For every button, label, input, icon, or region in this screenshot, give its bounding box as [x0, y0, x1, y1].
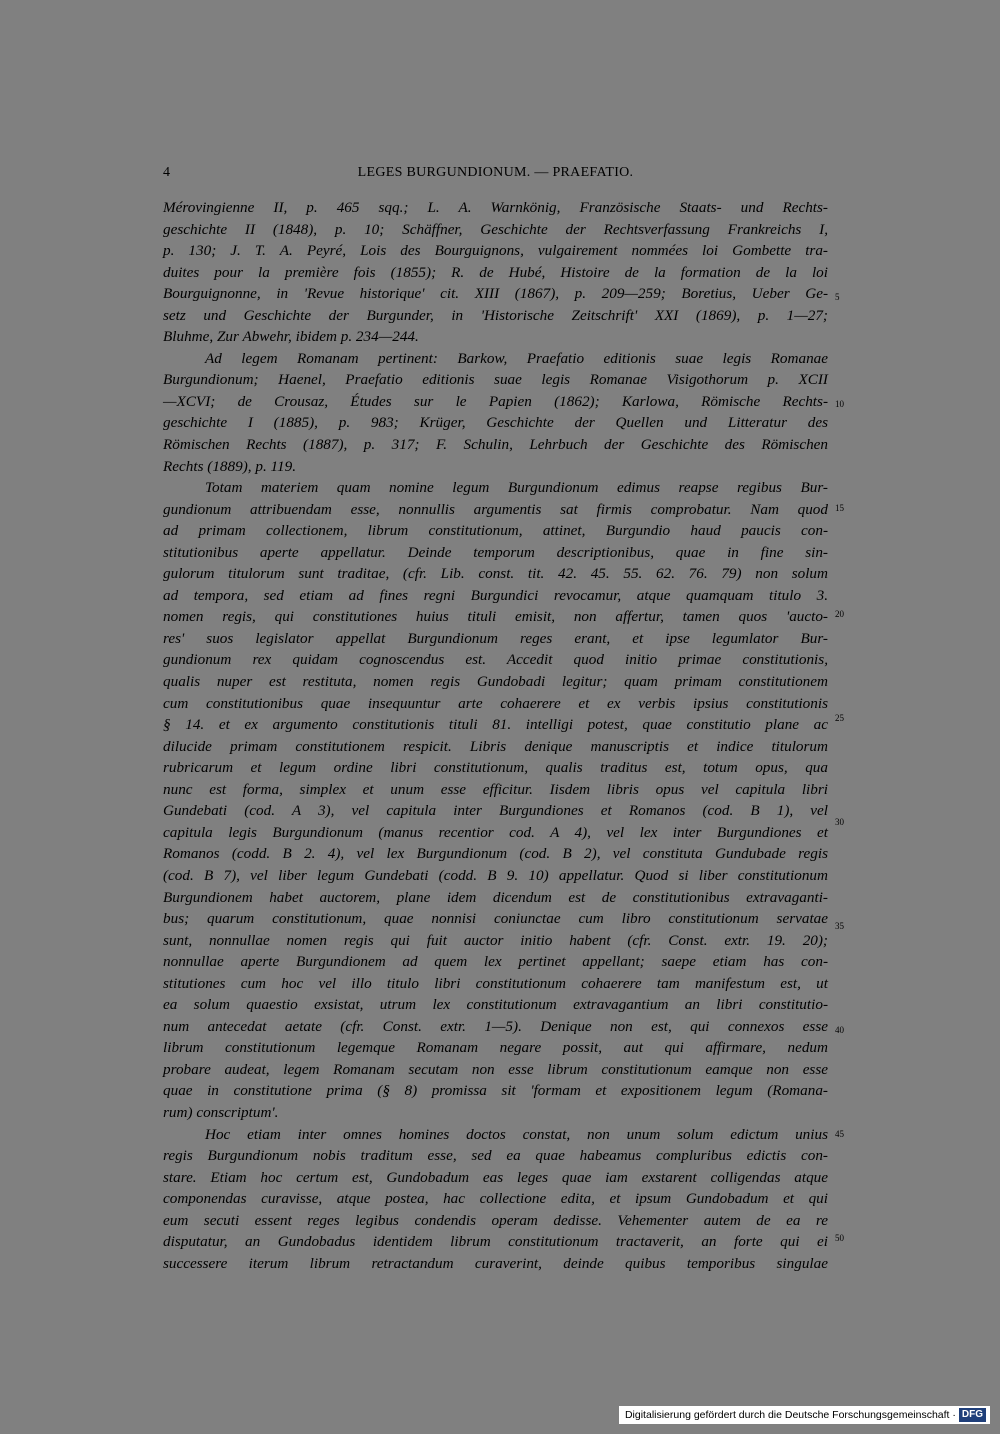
text-line: geschichte I (1885), p. 983; Krüger, Geschichte der Quellen und Litteratur des — [163, 414, 828, 432]
text-line: successere iterum librum retractandum curaverint, deinde quibus temporibus singulae — [163, 1254, 828, 1272]
text-line: Mérovingienne II, p. 465 sqq.; L. A. Warnkönig, Französische Staats- und Rechts- — [163, 199, 828, 216]
text-line: p. 130; J. T. A. Peyré, Lois des Bourguignons, vulgairement nommées loi Gombette tra- — [163, 242, 828, 260]
text-line: gundionum rex quidam cognoscendus est. Accedit quod initio primae constitutionis, — [163, 651, 828, 669]
text-line: gundionum attribuendam esse, nonnullis argumentis sat firmis comprobatur. Nam quod — [163, 500, 828, 518]
text-line: rubricarum et legum ordine libri constitutionum, qualis traditus est, totum opus, qua — [163, 759, 828, 777]
text-line: stare. Etiam hoc certum est, Gundobadum eas leges quae iam exstarent colligendas atque — [163, 1168, 828, 1186]
text-line: nomen regis, qui constitutiones huius tituli emisit, non affertur, tamen quos 'aucto- — [163, 608, 828, 626]
text-line: rum) conscriptum'. — [163, 1103, 279, 1121]
footer-text: Digitalisierung gefördert durch die Deutsche Forschungsgemeinschaft · — [624, 1409, 956, 1421]
dfg-logo: DFG — [959, 1408, 986, 1422]
text-line: Ad legem Romanam pertinent: Barkow, Praefatio editionis suae legis Romanae — [205, 349, 828, 367]
text-line: Hoc etiam inter omnes homines doctos constat, non unum solum edictum unius — [205, 1125, 828, 1143]
text-line: regis Burgundionum nobis traditum esse, sed ea quae habeamus compluribus edictis con- — [163, 1147, 828, 1165]
running-title: LEGES BURGUNDIONUM. — PRAEFATIO. — [357, 165, 634, 180]
line-number: 50 — [835, 1233, 844, 1243]
text-line: stitutionibus aperte appellatur. Deinde temporum descriptionibus, quae in fine sin- — [163, 543, 828, 561]
text-line: (cod. B 7), vel liber legum Gundebati (codd. B 9. 10) appellatur. Quod si liber constitutionum — [163, 866, 828, 884]
text-line: res' suos legislator appellat Burgundionum reges erant, et ipse legumlator Bur- — [163, 629, 828, 647]
line-number: 25 — [835, 713, 844, 723]
text-line: Burgundionum; Haenel, Praefatio editionis suae legis Romanae Visigothorum p. XCII — [163, 371, 828, 389]
funding-footer — [619, 1406, 990, 1424]
text-line: disputatur, an Gundobadus identidem librum constitutionum tractaverit, an forte qui ei — [163, 1233, 828, 1251]
text-line: § 14. et ex argumento constitutionis tituli 81. intelligi potest, quae constitutio plane ac — [163, 716, 828, 734]
text-line: Burgundionem habet auctorem, plane idem dicendum est de constitutionibus extravaganti- — [163, 888, 828, 906]
text-line: Bourguignonne, in 'Revue historique' cit. XIII (1867), p. 209—259; Boretius, Ueber Ge- — [163, 285, 828, 303]
text-line: —XCVI; de Crousaz, Études sur le Papien (1862); Karlowa, Römische Rechts- — [163, 392, 828, 410]
text-line: ea solum quaestio exsistat, utrum lex constitutionum extravagantium an libri constitutio- — [163, 996, 828, 1014]
text-line: Gundebati (cod. A 3), vel capitula inter Burgundiones et Romanos (cod. B 1), vel — [163, 802, 828, 820]
text-line: Totam materiem quam nomine legum Burgundionum edimus reapse regibus Bur- — [205, 479, 828, 497]
text-line: nunc est forma, simplex et unum esse efficitur. Iisdem libris opus vel capitula libri — [163, 780, 828, 798]
line-number: 45 — [835, 1129, 844, 1139]
text-line: nonnullae aperte Burgundionem ad quem lex pertinet appellant; saepe etiam has con- — [163, 953, 828, 971]
text-line: eum secuti essent reges legibus condendis operam dedisse. Vehementer autem de ea re — [163, 1211, 828, 1229]
text-line: sunt, nonnullae nomen regis qui fuit auctor initio habent (cfr. Const. extr. 19. 20); — [163, 931, 828, 949]
text-line: ad primam collectionem, librum constitutionum, attinet, Burgundio haud paucis con- — [163, 522, 828, 540]
text-line: Rechts (1889), p. 119. — [163, 457, 297, 475]
text-line: geschichte II (1848), p. 10; Schäffner, Geschichte der Rechtsverfassung Frankreichs I, — [163, 220, 828, 238]
text-line: probare audeat, legem Romanam secutam non esse librum constitutionum eamque non esse — [163, 1060, 828, 1078]
text-line: componendas curavisse, atque postea, hac collectione edita, et ipsum Gundobadum et qui — [163, 1190, 828, 1208]
text-line: quae in constitutione prima (§ 8) promissa sit 'formam et expositionem legum (Romana- — [163, 1082, 828, 1100]
text-line: qualis nuper est restituta, nomen regis Gundobadi legitur; quam primam constitutionem — [163, 673, 828, 691]
text-line: num antecedat aetate (cfr. Const. extr. 1—5). Denique non est, qui connexos esse — [163, 1017, 828, 1035]
text-line: bus; quarum constitutionum, quae nonnisi coniunctae cum libro constitutionum servatae — [163, 910, 828, 928]
line-number: 35 — [835, 921, 844, 931]
line-number: 30 — [835, 817, 844, 827]
text-line: Römischen Rechts (1887), p. 317; F. Schulin, Lehrbuch der Geschichte des Römischen — [163, 436, 828, 454]
line-number: 20 — [835, 609, 844, 619]
text-line: setz und Geschichte der Burgunder, in 'Historische Zeitschrift' XXI (1869), p. 1—27; — [163, 306, 828, 324]
text-line: librum constitutionum legemque Romanam negare possit, aut qui affirmare, nedum — [163, 1039, 828, 1057]
text-line: cum constitutionibus quae insequuntur arte cohaerere et ex verbis ipsius constitutionis — [163, 694, 828, 712]
line-number: 10 — [835, 399, 844, 409]
body-text — [163, 197, 828, 1274]
page-header — [163, 165, 828, 187]
text-line: Bluhme, Zur Abwehr, ibidem p. 234—244. — [163, 328, 419, 346]
text-line: ad tempora, sed etiam ad fines regni Burgundici revocamur, atque quamquam titulo 3. — [163, 586, 828, 604]
text-line: Romanos (codd. B 2. 4), vel lex Burgundionum (cod. B 2), vel constituta Gundubade regis — [163, 845, 828, 863]
text-line: duites pour la première fois (1855); R. de Hubé, Histoire de la formation de la loi — [163, 263, 828, 281]
text-line: stitutiones cum hoc vel illo titulo libri constitutionum cohaerere tam manifestum est, ut — [163, 974, 828, 992]
page-number: 4 — [163, 165, 171, 180]
text-line: capitula legis Burgundionum (manus recentior cod. A 4), vel lex inter Burgundiones et — [163, 823, 828, 841]
text-line: gulorum titulorum sunt traditae, (cfr. Lib. const. tit. 42. 45. 55. 62. 76. 79) non solum — [163, 565, 828, 583]
line-number: 40 — [835, 1025, 844, 1035]
line-number: 15 — [835, 503, 844, 513]
text-line: dilucide primam constitutionem respicit. Libris denique manuscriptis et indice titulorum — [163, 737, 828, 755]
line-number: 5 — [835, 292, 840, 302]
